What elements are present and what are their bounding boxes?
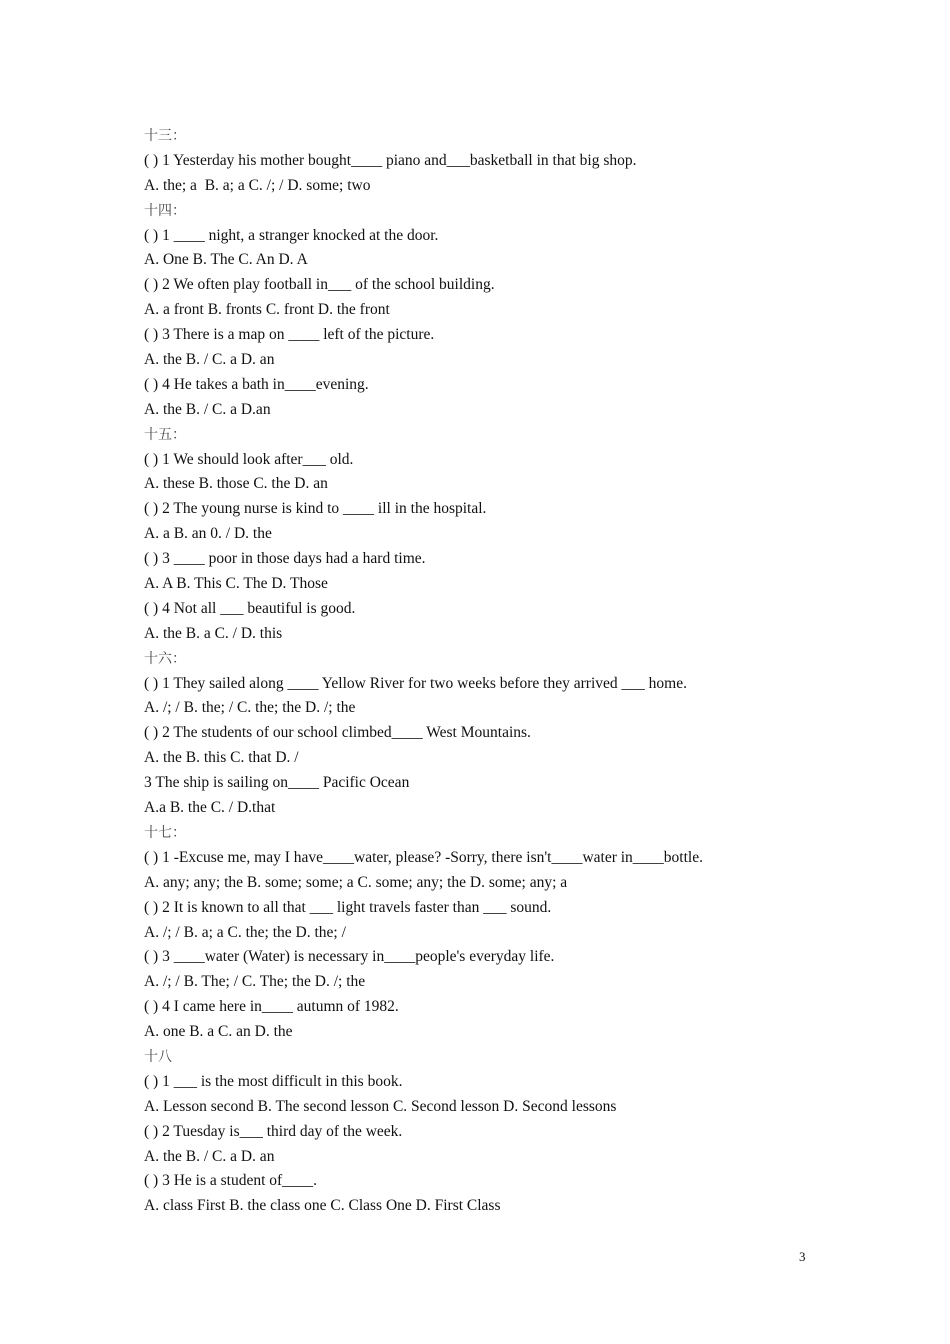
question-line: ( ) 2 The students of our school climbed____ West Mountains.: [144, 724, 531, 742]
question-line: ( ) 1 -Excuse me, may I have____water, please? -Sorry, there isn't____water in____bottle.: [144, 848, 703, 866]
question-line: A. any; any; the B. some; some; a C. some; any; the D. some; any; a: [144, 873, 568, 891]
question-line: A. the B. / C. a D. an: [144, 1147, 275, 1165]
question-line: ( ) 2 It is known to all that ___ light travels faster than ___ sound.: [144, 898, 552, 916]
question-line: ( ) 1 We should look after___ old.: [144, 450, 354, 468]
question-line: A. the B. / C. a D.an: [144, 400, 271, 418]
question-line: ( ) 1 ____ night, a stranger knocked at the door.: [144, 226, 439, 244]
question-line: 3 The ship is sailing on____ Pacific Ocean: [144, 774, 410, 792]
question-line: ( ) 4 Not all ___ beautiful is good.: [144, 599, 356, 617]
question-line: A. the B. this C. that D. /: [144, 749, 299, 767]
section-heading: 十三：: [144, 128, 186, 144]
question-line: ( ) 3 ____water (Water) is necessary in____people's everyday life.: [144, 948, 555, 966]
question-line: A. /; / B. the; / C. the; the D. /; the: [144, 699, 356, 717]
section-heading: 十八: [144, 1048, 172, 1065]
question-line: ( ) 2 Tuesday is___ third day of the week.: [144, 1122, 403, 1140]
section-heading: 十五：: [144, 426, 186, 443]
question-line: A. the; a B. a; a C. /; / D. some; two: [144, 176, 371, 194]
question-line: ( ) 1 Yesterday his mother bought____ piano and___basketball in that big shop.: [144, 151, 637, 169]
question-line: ( ) 4 I came here in____ autumn of 1982.: [144, 998, 399, 1016]
question-line: A. Lesson second B. The second lesson C. Second lesson D. Second lessons: [144, 1097, 617, 1115]
question-line: A. the B. / C. a D. an: [144, 351, 275, 369]
question-line: ( ) 3 ____ poor in those days had a hard time.: [144, 550, 426, 568]
section-heading: 十六：: [144, 650, 186, 667]
section-heading: 十七：: [144, 824, 186, 841]
question-line: A. A B. This C. The D. Those: [144, 575, 328, 593]
question-line: ( ) 4 He takes a bath in____evening.: [144, 375, 369, 393]
question-line: A. /; / B. The; / C. The; the D. /; the: [144, 973, 366, 991]
question-line: ( ) 3 There is a map on ____ left of the picture.: [144, 326, 435, 344]
question-line: A. One B. The C. An D. A: [144, 251, 308, 269]
question-line: ( ) 1 They sailed along ____ Yellow River for two weeks before they arrived ___ home.: [144, 674, 687, 692]
document-body: [144, 124, 844, 1219]
question-line: ( ) 1 ___ is the most difficult in this book.: [144, 1072, 403, 1090]
question-line: A. a B. an 0. / D. the: [144, 525, 272, 543]
question-line: A. /; / B. a; a C. the; the D. the; /: [144, 923, 346, 941]
question-line: A. class First B. the class one C. Class One D. First Class: [144, 1197, 501, 1215]
question-line: ( ) 2 We often play football in___ of the school building.: [144, 276, 495, 294]
question-line: A. the B. a C. / D. this: [144, 624, 283, 642]
question-line: A. these B. those C. the D. an: [144, 475, 328, 493]
question-line: A. a front B. fronts C. front D. the front: [144, 301, 390, 319]
section-heading: 十四：: [144, 202, 186, 219]
question-line: A. one B. a C. an D. the: [144, 1023, 293, 1041]
question-line: ( ) 2 The young nurse is kind to ____ ill in the hospital.: [144, 500, 487, 518]
page-number: 3: [799, 1249, 806, 1264]
question-line: ( ) 3 He is a student of____.: [144, 1172, 318, 1190]
question-line: A.a B. the C. / D.that: [144, 799, 276, 817]
